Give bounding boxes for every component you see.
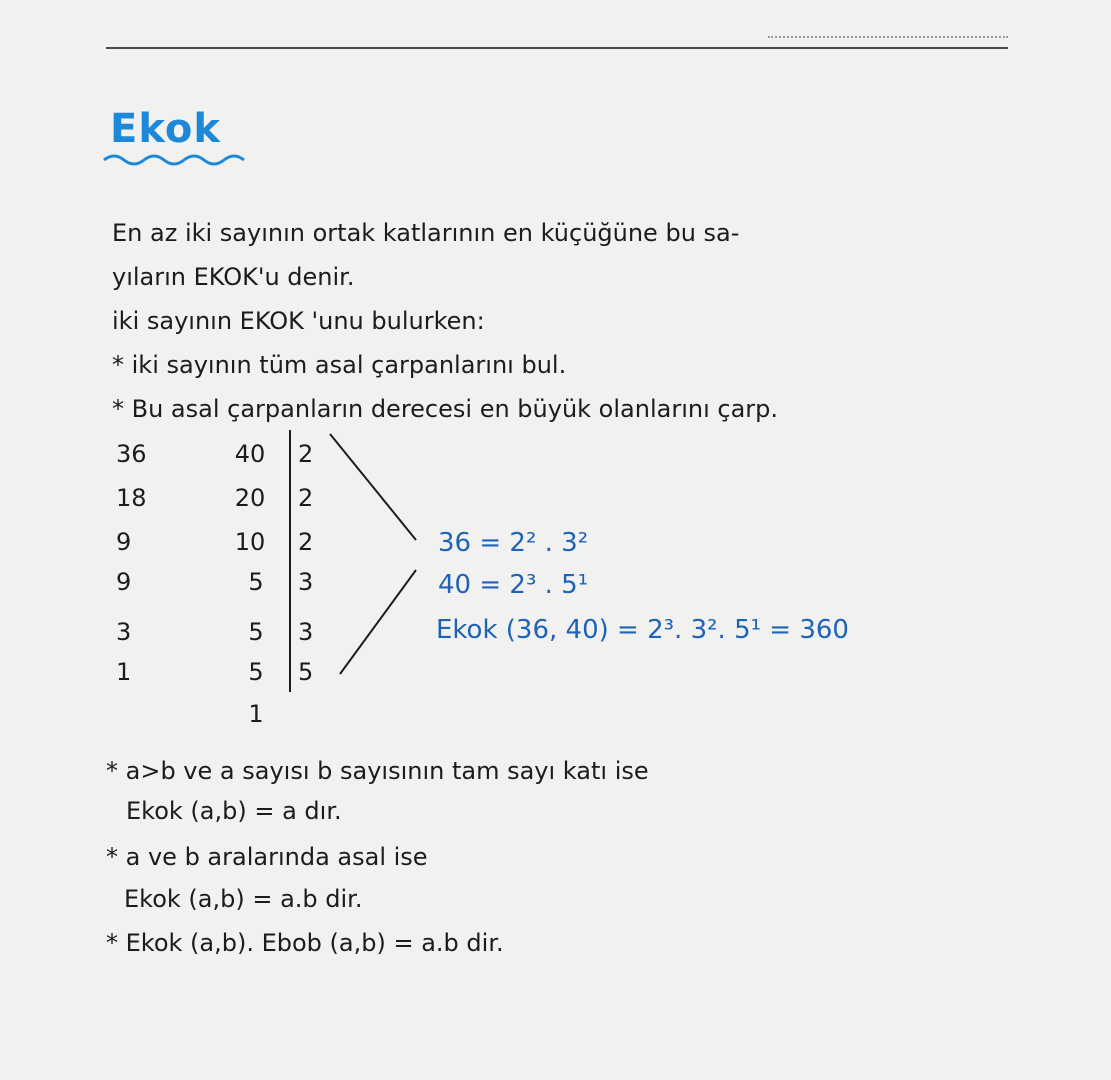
division-bar bbox=[289, 430, 291, 692]
page-title: Ekok bbox=[110, 106, 221, 152]
ekok-result: Ekok (36, 40) = 2³. 3². 5¹ = 360 bbox=[436, 615, 849, 645]
definition-line-4: * iki sayının tüm asal çarpanlarını bul. bbox=[112, 351, 567, 379]
divisor-cell: 2 bbox=[298, 484, 314, 512]
col-b-cell: 5 bbox=[248, 568, 264, 596]
bracket-arrows bbox=[320, 430, 430, 700]
col-a-cell: 9 bbox=[116, 528, 132, 556]
definition-line-2: yıların EKOK'u denir. bbox=[112, 263, 355, 291]
col-b-cell: 40 bbox=[234, 440, 266, 468]
col-b-cell: 5 bbox=[248, 618, 264, 646]
definition-line-1: En az iki sayının ortak katlarının en küçüğüne bu sa- bbox=[112, 219, 740, 247]
definition-line-3: iki sayının EKOK 'unu bulurken: bbox=[112, 307, 485, 335]
col-a-cell: 1 bbox=[116, 658, 132, 686]
col-b-cell: 20 bbox=[234, 484, 266, 512]
divisor-cell: 2 bbox=[298, 528, 314, 556]
col-a-cell: 3 bbox=[116, 618, 132, 646]
rule-2-line-1: * a ve b aralarında asal ise bbox=[106, 843, 428, 871]
definition-line-5: * Bu asal çarpanların derecesi en büyük olanlarını çarp. bbox=[112, 395, 778, 423]
col-b-cell: 10 bbox=[234, 528, 266, 556]
col-a-cell: 9 bbox=[116, 568, 132, 596]
divisor-cell: 5 bbox=[298, 658, 314, 686]
rule-2-line-2: Ekok (a,b) = a.b dir. bbox=[124, 885, 363, 913]
factorization-36: 36 = 2² . 3² bbox=[438, 528, 589, 558]
divisor-cell: 3 bbox=[298, 568, 314, 596]
divisor-cell: 2 bbox=[298, 440, 314, 468]
col-b-cell: 1 bbox=[248, 700, 264, 728]
divisor-cell: 3 bbox=[298, 618, 314, 646]
rule-3: * Ekok (a,b). Ebob (a,b) = a.b dir. bbox=[106, 929, 504, 957]
header-rule bbox=[106, 47, 1008, 49]
factorization-40: 40 = 2³ . 5¹ bbox=[438, 570, 589, 600]
title-wavy-underline bbox=[100, 150, 250, 170]
rule-1-line-1: * a>b ve a sayısı b sayısının tam sayı katı ise bbox=[106, 757, 649, 785]
col-a-cell: 18 bbox=[116, 484, 147, 512]
col-b-cell: 5 bbox=[248, 658, 264, 686]
rule-1-line-2: Ekok (a,b) = a dır. bbox=[126, 797, 342, 825]
header-dotted-line bbox=[768, 16, 1008, 38]
col-a-cell: 36 bbox=[116, 440, 147, 468]
